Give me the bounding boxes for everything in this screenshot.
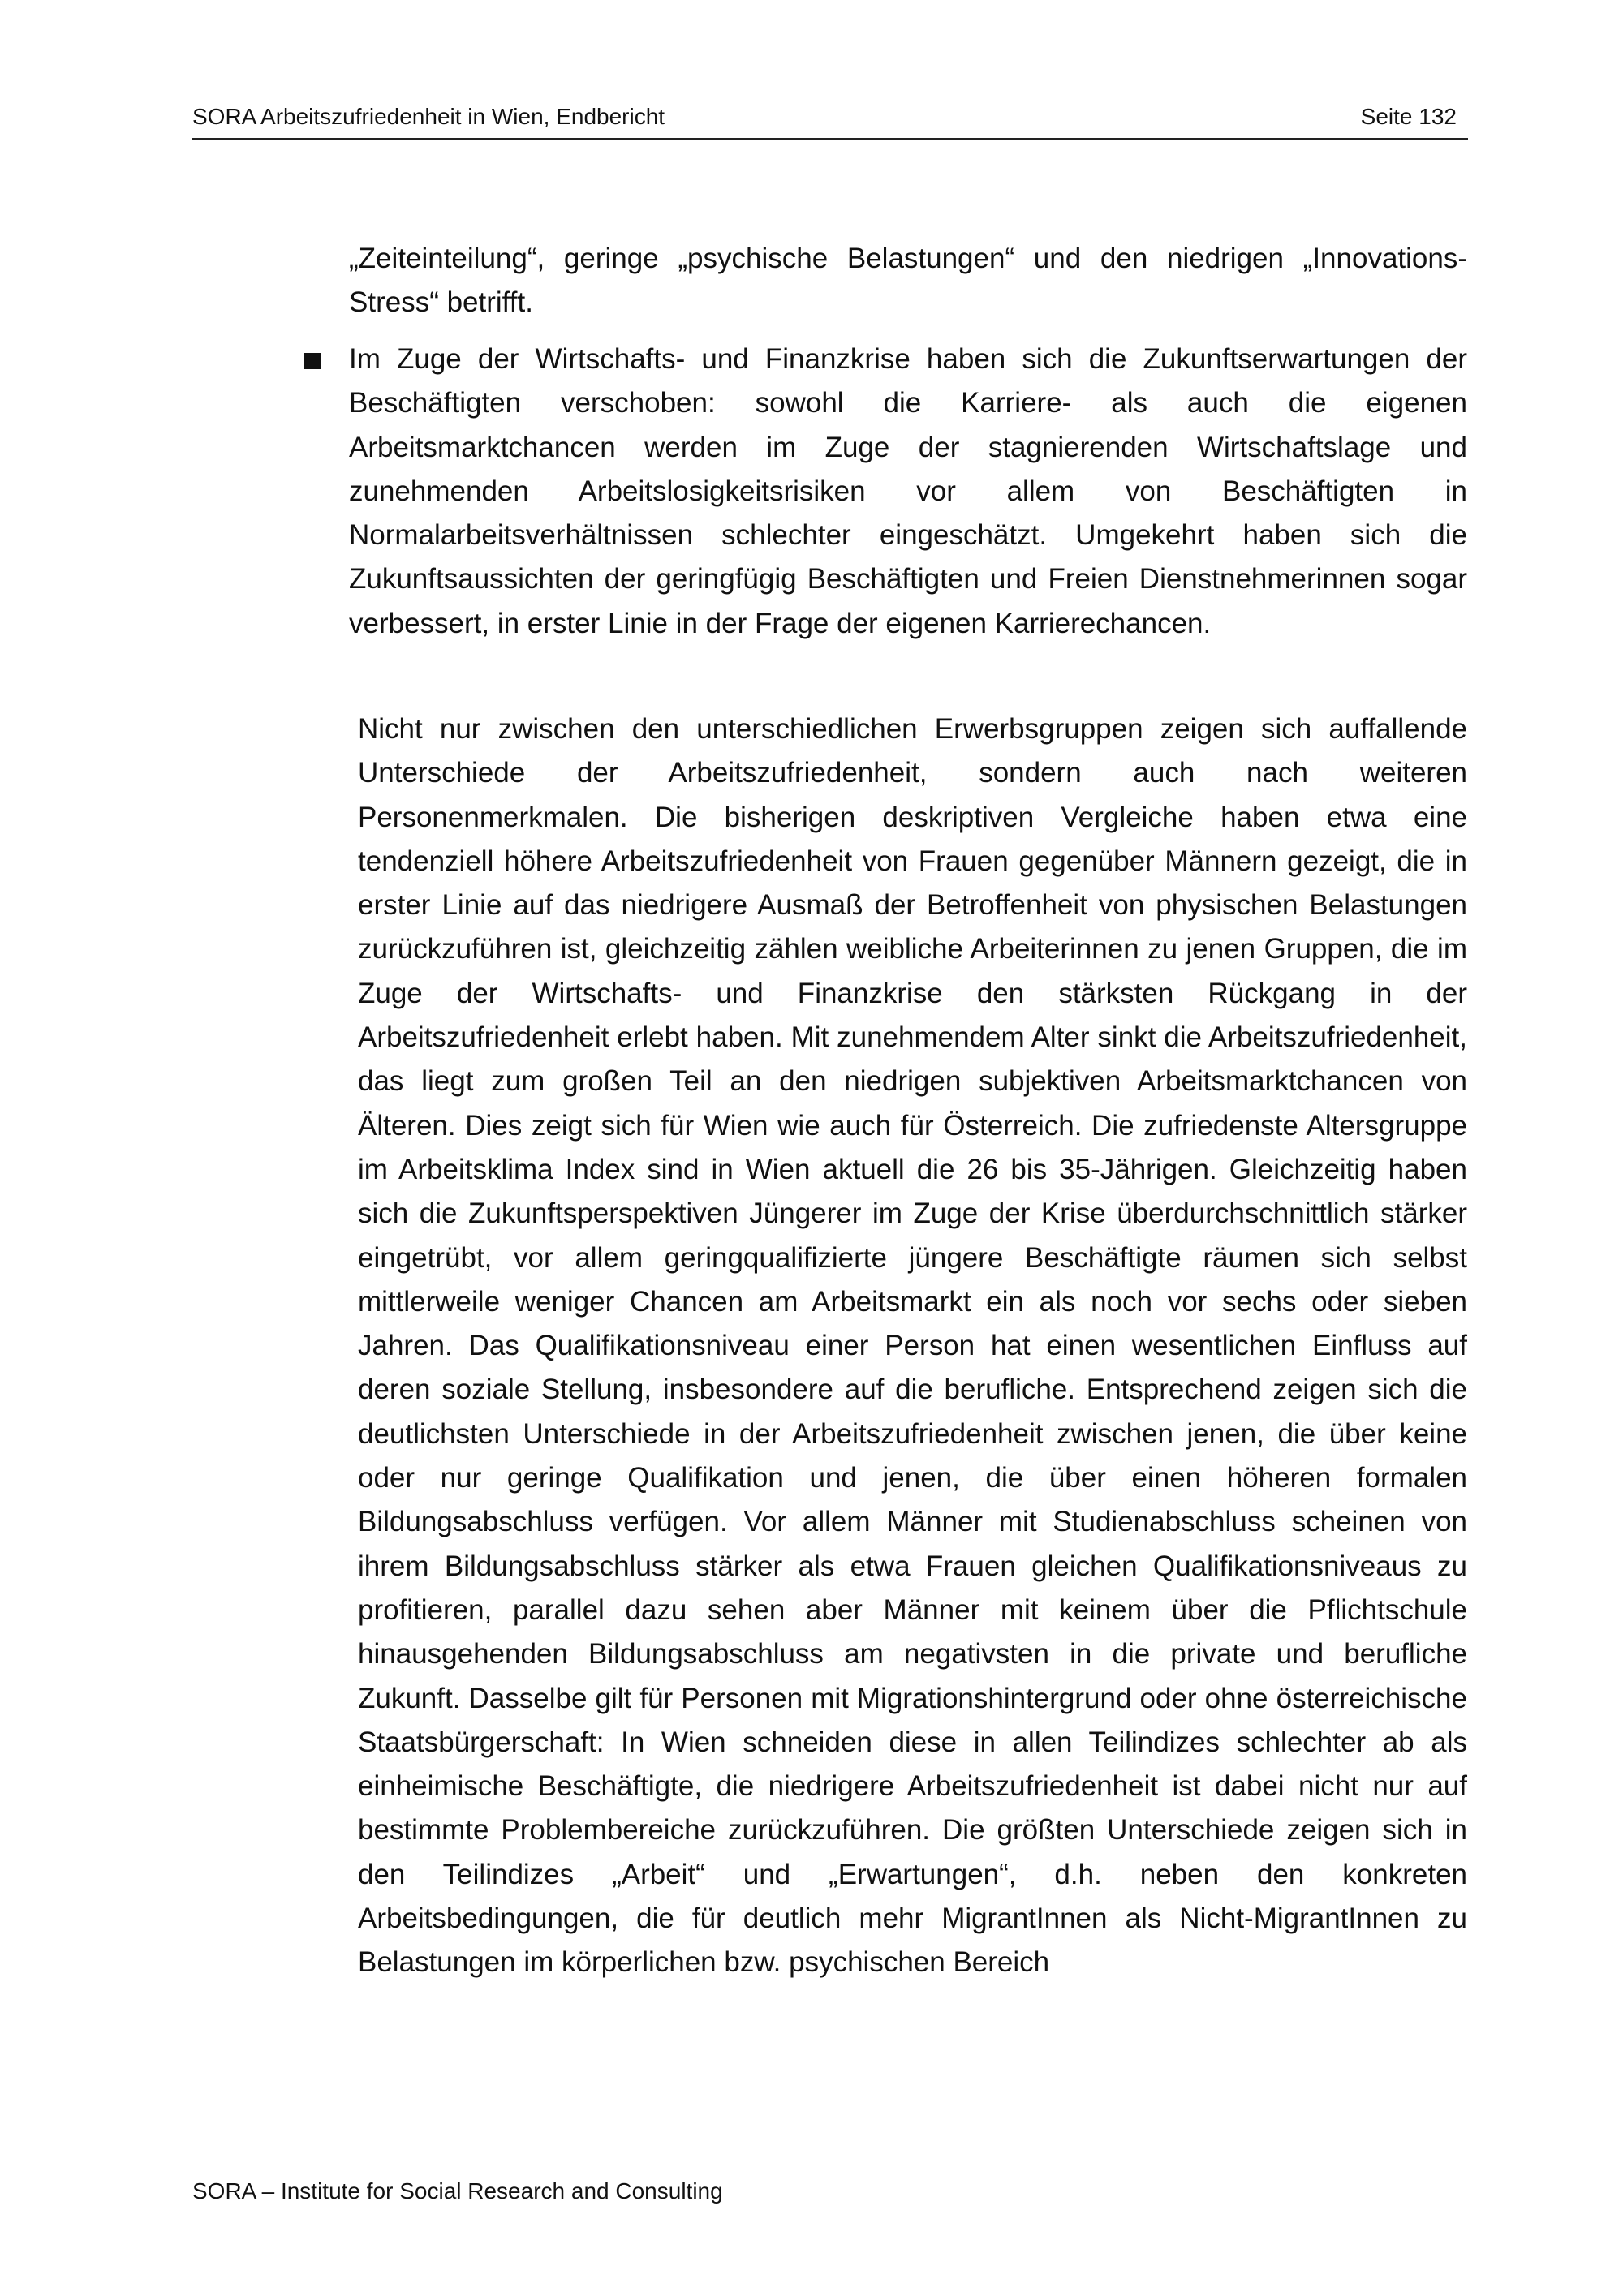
- body-paragraph: Nicht nur zwischen den unterschiedlichen Erwerbsgruppen zeigen sich auffallende Unterschiede der Arbeitszufriedenheit, sondern auch nach weiteren Personenmerkmalen. Die bisherigen deskriptiven Vergleiche haben etwa eine tendenziell höhere Arbeitszufriedenheit von Frauen gegenüber Männern gezeigt, die in erster Linie auf das niedrigere Ausmaß der Betroffenheit von physischen Belastungen zurückzuführen ist, gleichzeitig zählen weibliche Arbeiterinnen zu jenen Gruppen, die im Zuge der Wirtschafts- und Finanzkrise den stärksten Rückgang in der Arbeitszufriedenheit erlebt haben. Mit zunehmendem Alter sinkt die Arbeitszufriedenheit, das liegt zum großen Teil an den niedrigen subjektiven Arbeitsmarktchancen von Älteren. Dies zeigt sich für Wien wie auch für Österreich. Die zufriedenste Altersgruppe im Arbeitsklima Index sind in Wien aktuell die 26 bis 35-Jährigen. Gleichzeitig haben sich die Zukunftsperspektiven Jüngerer im Zuge der Krise überdurchschnittlich stärker eingetrübt, vor allem geringqualifizierte jüngere Beschäftigte räumen sich selbst mittlerweile weniger Chancen am Arbeitsmarkt ein als noch vor sechs oder sieben Jahren. Das Qualifikationsniveau einer Person hat einen wesentlichen Einfluss auf deren soziale Stellung, insbesondere auf die berufliche. Entsprechend zeigen sich die deutlichsten Unterschiede in der Arbeitszufriedenheit zwischen jenen, die über keine oder nur geringe Qualifikation und jenen, die über einen höheren formalen Bildungsabschluss verfügen. Vor allem Männer mit Studienabschluss scheinen von ihrem Bildungsabschluss stärker als etwa Frauen gleichen Qualifikationsniveaus zu profitieren, parallel dazu sehen aber Männer mit keinem über die Pflichtschule hinausgehenden Bildungsabschluss am negativsten in die private und berufliche Zukunft. Dasselbe gilt für Personen mit Migrationshintergrund oder ohne österreichische Staatsbürgerschaft: In Wien schneiden diese in allen Teilindizes schlechter ab als einheimische Beschäftigte, die niedrigere Arbeitszufriedenheit ist dabei nicht nur auf bestimmte Problembereiche zurückzuführen. Die größten Unterschiede zeigen sich in den Teilindizes „Arbeit“ und „Erwartungen“, d.h. neben den konkreten Arbeitsbedingungen, die für deutlich mehr MigrantInnen als Nicht-MigrantInnen zu Belastungen im körperlichen bzw. psychischen Bereich: [358, 713, 1467, 1979]
- bullet-item: [304, 338, 1467, 646]
- header-title: SORA Arbeitszufriedenheit in Wien, Endbericht: [192, 104, 665, 129]
- page-number: Seite 132: [1360, 104, 1457, 129]
- continued-bullet-text: „Zeiteinteilung“, geringe „psychische Belastungen“ und den niedrigen „Innovations-Stress“ betrifft.: [349, 243, 1467, 319]
- page-header: [192, 102, 1468, 140]
- square-bullet-icon: [304, 353, 321, 369]
- bullet-text: Im Zuge der Wirtschafts- und Finanzkrise haben sich die Zukunftserwartungen der Beschäftigten verschoben: sowohl die Karriere- als auch die eigenen Arbeitsmarktchancen werden im Zuge der stagnierenden Wirtschaftslage und zunehmenden Arbeitslosigkeitsrisiken vor allem von Beschäftigten in Normalarbeitsverhältnissen schlechter eingeschätzt. Umgekehrt haben sich die Zukunftsaussichten der geringfügig Beschäftigten und Freien Dienstnehmerinnen sogar verbessert, in erster Linie in der Frage der eigenen Karrierechancen.: [349, 343, 1467, 639]
- page-footer: SORA – Institute for Social Research and Consulting: [192, 2178, 723, 2204]
